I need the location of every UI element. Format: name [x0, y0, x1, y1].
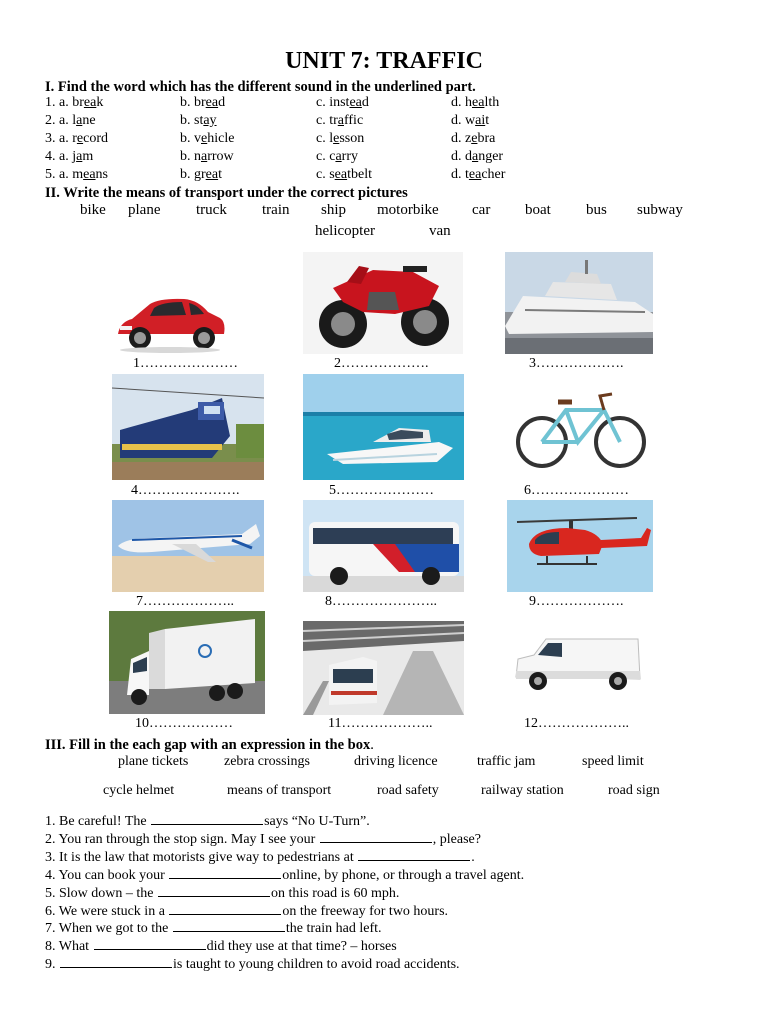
- underlined-part: ea: [205, 167, 219, 182]
- bike-picture: [512, 386, 650, 472]
- option-text-start: c. tr: [316, 113, 338, 128]
- option-text-end: hicle: [207, 131, 235, 146]
- ship-picture: [505, 252, 653, 354]
- sentence-text-after: on this road is 60 mph.: [271, 885, 400, 901]
- word-bank-item: bike: [80, 202, 106, 218]
- section1-heading: I. Find the word which has the different sound in the underlined part.: [45, 79, 476, 95]
- word-bank-item: car: [472, 202, 491, 218]
- picture-caption-5: 5…………………: [329, 483, 434, 498]
- picture-caption-8: 8…………………..: [325, 594, 437, 609]
- expression-item: plane tickets: [118, 754, 189, 769]
- option-text-end: ns: [95, 167, 108, 182]
- option-2-a: [45, 113, 96, 129]
- option-text-end: tbelt: [347, 167, 372, 182]
- option-text-start: b. br: [180, 95, 206, 110]
- motorbike-icon: [303, 252, 463, 354]
- word-bank-item: motorbike: [377, 202, 439, 218]
- option-4-c: [316, 149, 358, 165]
- section3-heading: [45, 737, 374, 754]
- option-text-start: d. w: [451, 113, 476, 128]
- sentence-text-after: online, by phone, or through a travel agent.: [282, 867, 525, 883]
- option-5-b: [180, 167, 222, 183]
- option-1-c: [316, 95, 369, 111]
- underlined-part: ay: [203, 113, 217, 128]
- option-text-start: c. s: [316, 167, 335, 182]
- sentence-9: [45, 955, 460, 973]
- word-bank-item: helicopter: [315, 223, 375, 239]
- picture-caption-6: 6…………………: [524, 483, 629, 498]
- option-text-start: b. v: [180, 131, 201, 146]
- section2-heading: II. Write the means of transport under the correct pictures: [45, 185, 408, 201]
- answer-blank[interactable]: [173, 919, 285, 932]
- sentence-text-before: 7. When we got to the: [45, 921, 172, 937]
- option-text-start: d. h: [451, 95, 472, 110]
- subway-picture: [303, 621, 464, 715]
- underlined-part: ea: [468, 167, 482, 182]
- option-text-end: ffic: [343, 113, 364, 128]
- word-bank-item: train: [262, 202, 290, 218]
- sentence-text-before: 5. Slow down – the: [45, 885, 157, 901]
- sentence-7: [45, 919, 382, 937]
- expression-item: driving licence: [354, 754, 438, 769]
- page-title: UNIT 7: TRAFFIC: [285, 48, 483, 74]
- answer-blank[interactable]: [151, 812, 263, 825]
- underlined-part: ea: [349, 95, 362, 110]
- option-text-start: b. gr: [180, 167, 206, 182]
- van-picture: [512, 633, 644, 695]
- picture-caption-11: 11………………..: [328, 716, 433, 731]
- question-number: 2.: [45, 113, 56, 128]
- sentence-1: [45, 812, 370, 830]
- picture-caption-9: 9……………….: [529, 594, 624, 609]
- picture-caption-1: 1…………………: [133, 356, 238, 371]
- answer-blank[interactable]: [320, 830, 432, 843]
- option-text-end: rrow: [207, 149, 234, 164]
- plane-picture: [112, 500, 264, 592]
- expression-item: railway station: [481, 783, 564, 798]
- picture-caption-12: 12………………..: [524, 716, 629, 731]
- word-bank-item: van: [429, 223, 451, 239]
- answer-blank[interactable]: [169, 866, 281, 879]
- answer-blank[interactable]: [358, 848, 470, 861]
- option-4-d: [451, 149, 503, 165]
- truck-picture: [109, 611, 265, 714]
- option-text-start: a. br: [59, 95, 84, 110]
- underlined-part: a: [335, 149, 342, 164]
- section3-heading-period: .: [370, 737, 374, 753]
- underlined-part: e: [333, 131, 340, 146]
- sentence-text-after: , please?: [432, 831, 481, 847]
- option-2-b: [180, 113, 217, 129]
- picture-caption-10: 10………………: [135, 716, 233, 731]
- option-5-a: [45, 167, 108, 183]
- option-text-start: c. l: [316, 131, 334, 146]
- underlined-part: ea: [83, 95, 97, 110]
- underlined-part: e: [201, 131, 208, 146]
- sentence-text-before: 4. You can book your: [45, 867, 169, 883]
- sentence-text-before: 2. You ran through the stop sign. May I see your: [45, 831, 319, 847]
- underlined-part: ea: [472, 95, 485, 110]
- underlined-part: a: [337, 113, 344, 128]
- option-3-d: [451, 131, 495, 147]
- option-1-b: [180, 95, 225, 111]
- underlined-part: a: [472, 149, 479, 164]
- truck-icon: [109, 611, 265, 714]
- option-text-start: d. z: [451, 131, 472, 146]
- sentence-6: [45, 902, 448, 920]
- train-icon: [112, 374, 264, 480]
- sentence-text-after: says “No U-Turn”.: [264, 814, 370, 829]
- picture-caption-2: 2……………….: [334, 356, 429, 371]
- question-number: 1.: [45, 95, 56, 110]
- answer-blank[interactable]: [158, 884, 270, 897]
- option-text-end: t: [485, 113, 490, 128]
- option-2-d: [451, 113, 489, 129]
- option-text-start: a. j: [59, 149, 77, 164]
- option-text-end: k: [96, 95, 104, 110]
- expression-item: road safety: [377, 783, 439, 798]
- option-3-c: [316, 131, 364, 147]
- picture-caption-3: 3……………….: [529, 356, 624, 371]
- option-5-c: [316, 167, 372, 183]
- option-text-end: cher: [481, 167, 506, 182]
- option-text-end: m: [82, 149, 94, 164]
- option-1-a: [45, 95, 103, 111]
- subway-icon: [303, 621, 464, 715]
- option-text-end: sson: [339, 131, 365, 146]
- answer-blank[interactable]: [60, 955, 172, 968]
- option-text-start: a. m: [59, 167, 84, 182]
- bus-picture: [303, 500, 464, 592]
- sentence-text-after: .: [471, 849, 475, 865]
- answer-blank[interactable]: [169, 902, 281, 915]
- sentence-4: [45, 866, 524, 884]
- option-1-d: [451, 95, 499, 111]
- section3-heading-text: III. Fill in the each gap with an expression in the box: [45, 737, 371, 753]
- sentence-text-before: 1. Be careful! The: [45, 814, 151, 829]
- underlined-part: ea: [334, 167, 348, 182]
- option-text-start: d. t: [451, 167, 469, 182]
- expression-item: traffic jam: [477, 754, 536, 769]
- question-number: 4.: [45, 149, 56, 164]
- underlined-part: e: [76, 131, 84, 146]
- word-bank-item: plane: [128, 202, 161, 218]
- sentence-text-after: is taught to young children to avoid road accidents.: [173, 957, 460, 973]
- option-5-d: [451, 167, 505, 183]
- word-bank-item: truck: [196, 202, 227, 218]
- option-text-start: d. d: [451, 149, 472, 164]
- underlined-part: a: [76, 113, 83, 128]
- option-text-start: a. l: [59, 113, 77, 128]
- sentence-text-after: the train had left.: [285, 921, 382, 937]
- helicopter-icon: [507, 500, 653, 592]
- option-3-a: [45, 131, 108, 147]
- expression-item: speed limit: [582, 754, 644, 769]
- sentence-5: [45, 884, 399, 902]
- underlined-part: ea: [205, 95, 219, 110]
- motorbike-picture: [303, 252, 463, 354]
- bus-icon: [303, 500, 464, 592]
- boat-icon: [303, 374, 464, 480]
- sentence-2: [45, 830, 481, 848]
- underlined-part: ai: [475, 113, 486, 128]
- sentence-3: [45, 848, 475, 866]
- option-text-end: d: [218, 95, 226, 110]
- option-4-b: [180, 149, 234, 165]
- option-text-end: rry: [341, 149, 358, 164]
- plane-icon: [112, 500, 264, 592]
- picture-caption-4: 4………………….: [131, 483, 240, 498]
- option-text-end: cord: [83, 131, 108, 146]
- word-bank-item: bus: [586, 202, 607, 218]
- car-icon: [112, 288, 228, 356]
- answer-blank[interactable]: [94, 937, 206, 950]
- sentence-text-after: on the freeway for two hours.: [282, 903, 449, 919]
- picture-caption-7: 7………………..: [136, 594, 234, 609]
- word-bank-item: boat: [525, 202, 551, 218]
- expression-item: zebra crossings: [224, 754, 310, 769]
- word-bank-item: ship: [321, 202, 347, 218]
- option-text-start: b. n: [180, 149, 201, 164]
- underlined-part: ea: [83, 167, 96, 182]
- option-text-start: c. inst: [316, 95, 350, 110]
- helicopter-picture: [507, 500, 653, 592]
- word-bank-item: subway: [637, 202, 683, 218]
- expression-item: road sign: [608, 783, 660, 798]
- option-3-b: [180, 131, 234, 147]
- sentence-text-before: 9.: [45, 957, 59, 973]
- van-icon: [512, 633, 644, 695]
- option-text-start: c. c: [316, 149, 336, 164]
- bike-icon: [512, 386, 650, 472]
- ship-icon: [505, 252, 653, 354]
- expression-item: means of transport: [227, 783, 332, 798]
- underlined-part: a: [76, 149, 83, 164]
- option-4-a: [45, 149, 93, 165]
- option-text-start: a. r: [59, 131, 77, 146]
- sentence-8: [45, 937, 397, 955]
- option-text-end: bra: [477, 131, 496, 146]
- option-text-end: t: [218, 167, 222, 182]
- sentence-text-before: 8. What: [45, 939, 93, 955]
- expression-item: cycle helmet: [103, 783, 175, 798]
- option-text-end: nger: [478, 149, 504, 164]
- sentence-text-after: did they use at that time? – horses: [206, 939, 397, 955]
- option-text-end: lth: [484, 95, 500, 110]
- train-picture: [112, 374, 264, 480]
- question-number: 3.: [45, 131, 56, 146]
- question-number: 5.: [45, 167, 56, 182]
- boat-picture: [303, 374, 464, 480]
- option-text-end: d: [361, 95, 369, 110]
- car-picture: [112, 288, 228, 356]
- underlined-part: a: [201, 149, 208, 164]
- underlined-part: e: [471, 131, 478, 146]
- sentence-text-before: 6. We were stuck in a: [45, 903, 169, 919]
- option-text-start: b. st: [180, 113, 204, 128]
- option-2-c: [316, 113, 363, 129]
- sentence-text-before: 3. It is the law that motorists give way to pedestrians at: [45, 849, 358, 865]
- option-text-end: ne: [82, 113, 96, 128]
